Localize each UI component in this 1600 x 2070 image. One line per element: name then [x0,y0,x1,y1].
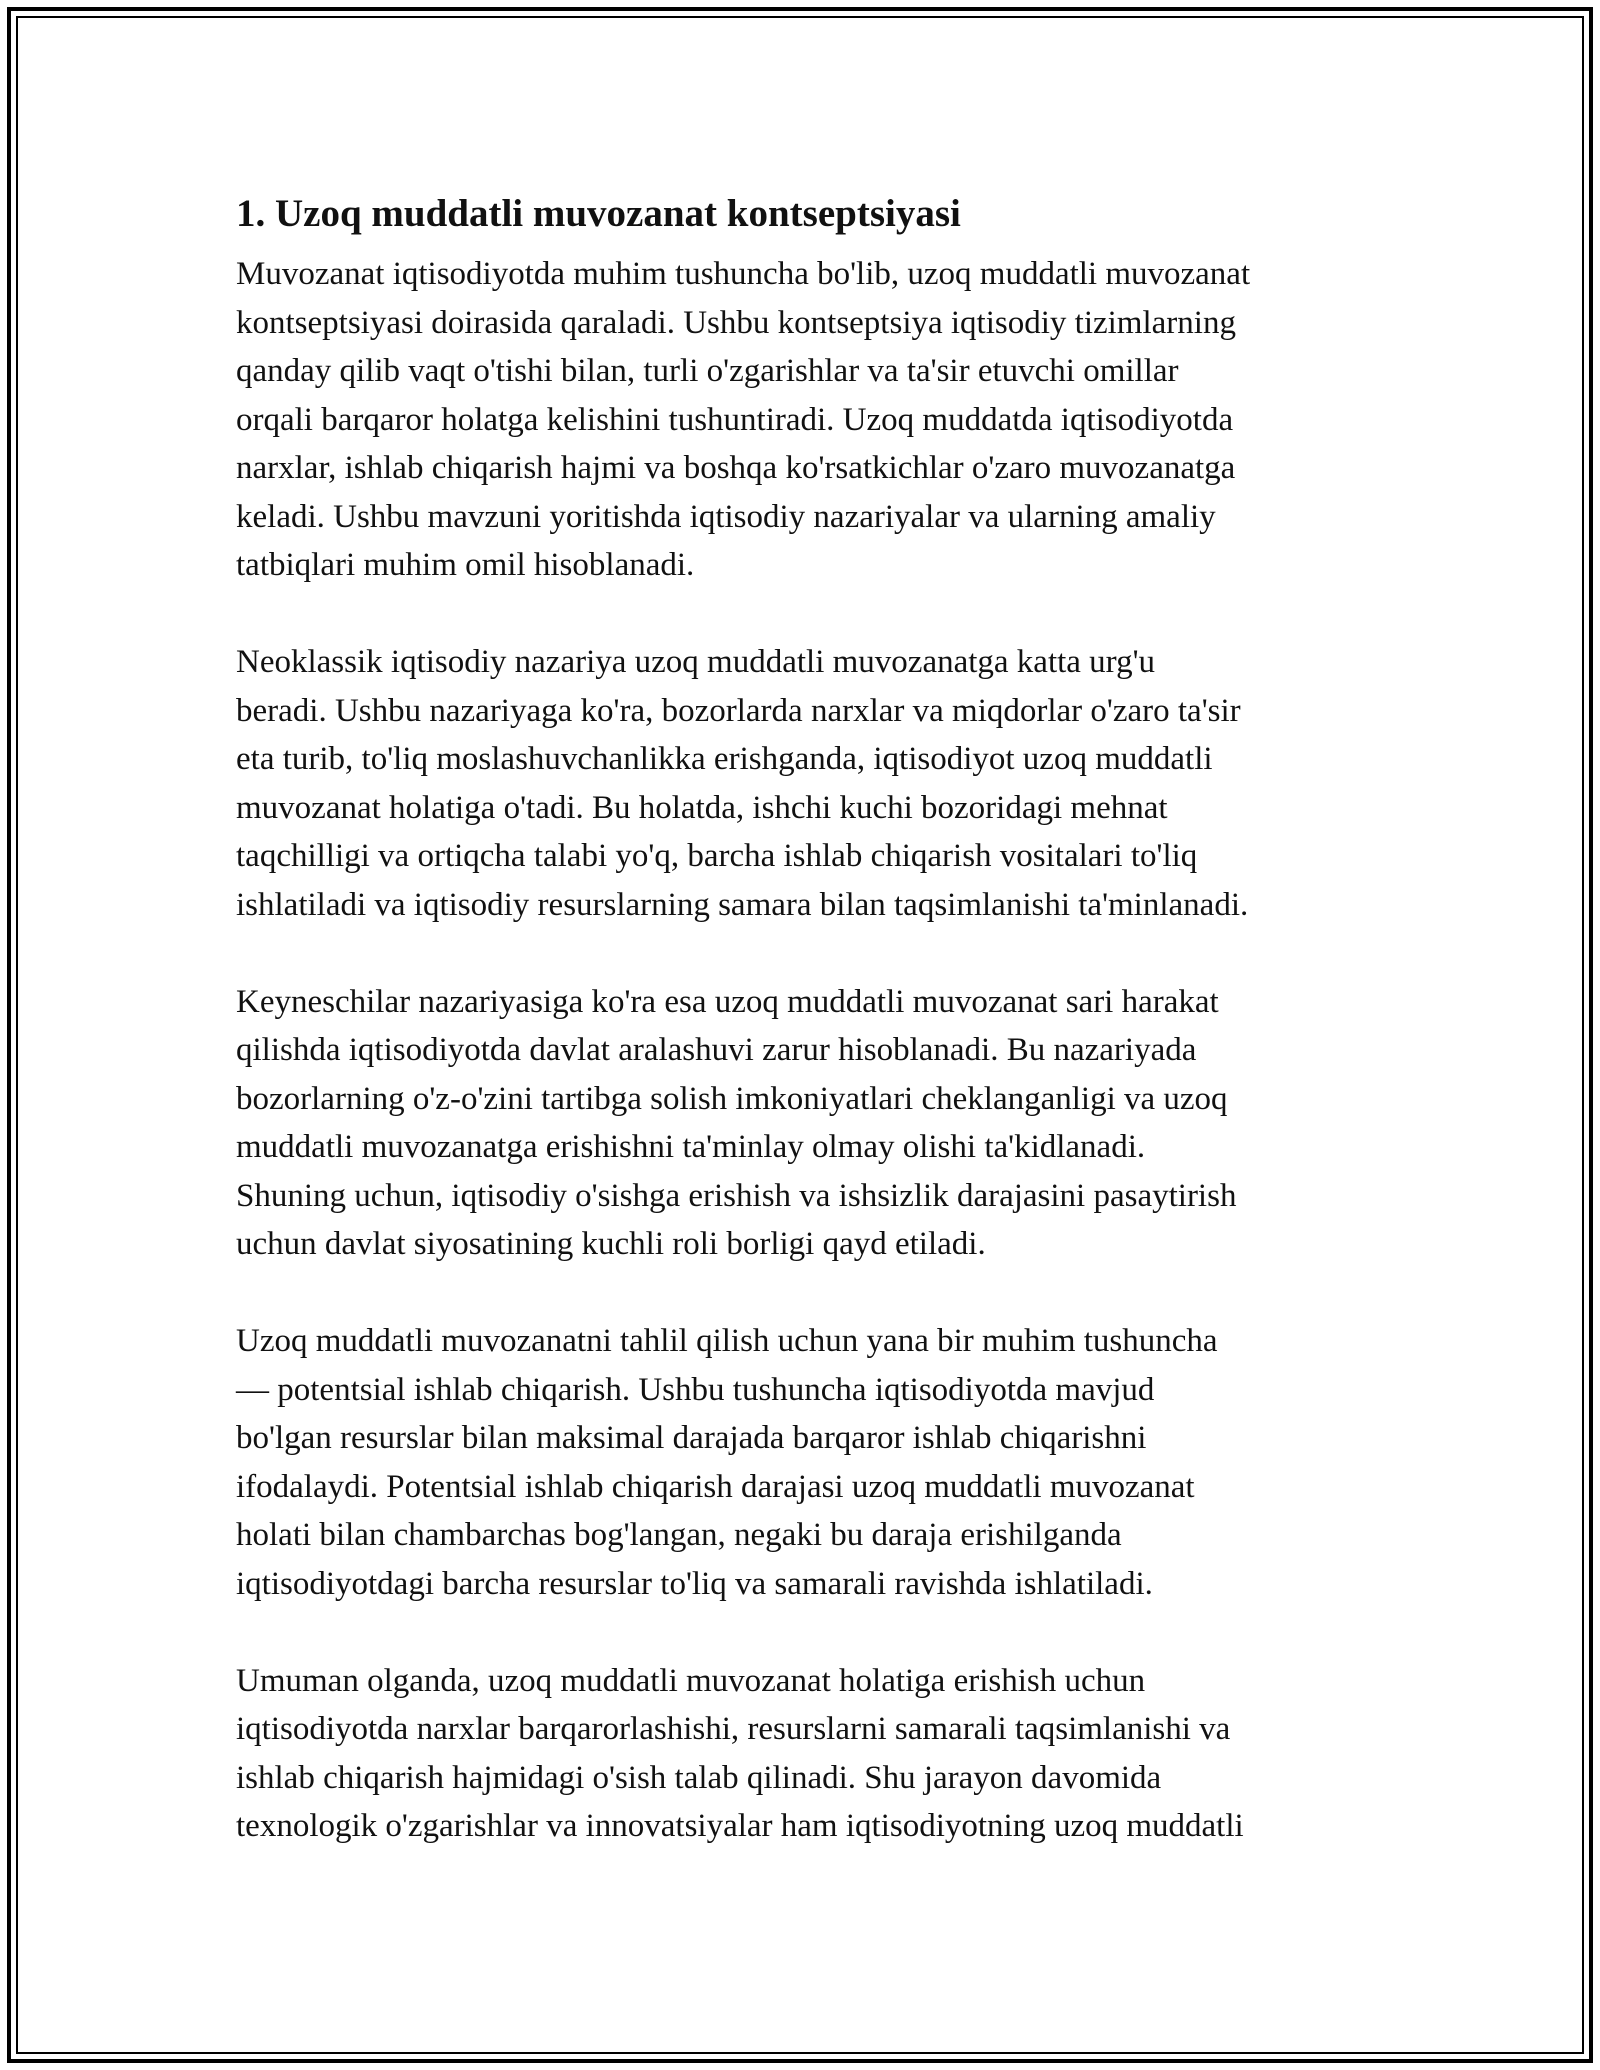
text-line: qilishda iqtisodiyotda davlat aralashuvi zarur hisoblanadi. Bu nazariyada [236,1032,1197,1068]
text-line: uchun davlat siyosatining kuchli roli borligi qayd etiladi. [236,1226,986,1262]
text-line: iqtisodiyotdagi barcha resurslar to'liq va samarali ravishda ishlatiladi. [236,1565,1153,1602]
text-line: beradi. Ushbu nazariyaga ko'ra, bozorlarda narxlar va miqdorlar o'zaro ta'sir [236,692,1241,729]
text-line: Umuman olganda, uzoq muddatli muvozanat holatiga erishish uchun [236,1662,1146,1699]
text-line: Uzoq muddatli muvozanatni tahlil qilish uchun yana bir muhim tushuncha [236,1323,1218,1359]
text-line: taqchilligi va ortiqcha talabi yo'q, barcha ishlab chiqarish vositalari to'liq [236,838,1198,874]
text-line: — potentsial ishlab chiqarish. Ushbu tushuncha iqtisodiyotda mavjud [236,1371,1155,1408]
text-line: iqtisodiyotda narxlar barqarorlashishi, resurslarni samarali taqsimlanishi va [236,1711,1231,1747]
text-line: Muvozanat iqtisodiyotda muhim tushuncha bo'lib, uzoq muddatli muvozanat [236,256,1251,292]
text-line: orqali barqaror holatga kelishini tushuntiradi. Uzoq muddatda iqtisodiyotda [236,401,1234,438]
text-line: muvozanat holatiga o'tadi. Bu holatda, ishchi kuchi bozoridagi mehnat [236,789,1168,826]
text-line: Keyneschilar nazariyasiga ko'ra esa uzoq muddatli muvozanat sari harakat [236,983,1219,1020]
text-line: texnologik o'zgarishlar va innovatsiyalar ham iqtisodiyotning uzoq muddatli [236,1808,1244,1844]
text-line: narxlar, ishlab chiqarish hajmi va boshqa ko'rsatkichlar o'zaro muvozanatga [236,450,1236,486]
text-line: ishlab chiqarish hajmidagi o'sish talab qilinadi. Shu jarayon davomida [236,1759,1162,1796]
text-line: tatbiqlari muhim omil hisoblanadi. [236,547,695,583]
text-line: kontseptsiyasi doirasida qaraladi. Ushbu kontseptsiya iqtisodiy tizimlarning [236,304,1236,341]
text-line: bozorlarning o'z-o'zini tartibga solish imkoniyatlari cheklanganligi va uzoq [236,1080,1228,1117]
paragraph-2 [236,638,1376,929]
text-line: bo'lgan resurslar bilan maksimal darajada barqaror ishlab chiqarishni [236,1420,1147,1456]
text-line: ifodalaydi. Potentsial ishlab chiqarish darajasi uzoq muddatli muvozanat [236,1468,1195,1505]
text-line: muddatli muvozanatga erishishni ta'minlay olmay olishi ta'kidlanadi. [236,1129,1146,1165]
document-body [236,186,1376,1899]
paragraph-3 [236,978,1376,1269]
paragraph-5 [236,1657,1376,1851]
text-line: Neoklassik iqtisodiy nazariya uzoq muddatli muvozanatga katta urg'u [236,644,1156,680]
text-line: qanday qilib vaqt o'tishi bilan, turli o'zgarishlar va ta'sir etuvchi omillar [236,353,1179,389]
text-line: ishlatiladi va iqtisodiy resurslarning samara bilan taqsimlanishi ta'minlanadi. [236,886,1249,923]
paragraph-4 [236,1317,1376,1608]
text-line: Shuning uchun, iqtisodiy o'sishga erishish va ishsizlik darajasini pasaytirish [236,1177,1237,1214]
paragraph-1 [236,250,1376,590]
text-line: eta turib, to'liq moslashuvchanlikka erishganda, iqtisodiyot uzoq muddatli [236,741,1213,777]
text-line: holati bilan chambarchas bog'langan, negaki bu daraja erishilganda [236,1517,1122,1553]
text-line: keladi. Ushbu mavzuni yoritishda iqtisodiy nazariyalar va ularning amaliy [236,498,1216,535]
section-heading: 1. Uzoq muddatli muvozanat kontseptsiyasi [236,192,961,235]
